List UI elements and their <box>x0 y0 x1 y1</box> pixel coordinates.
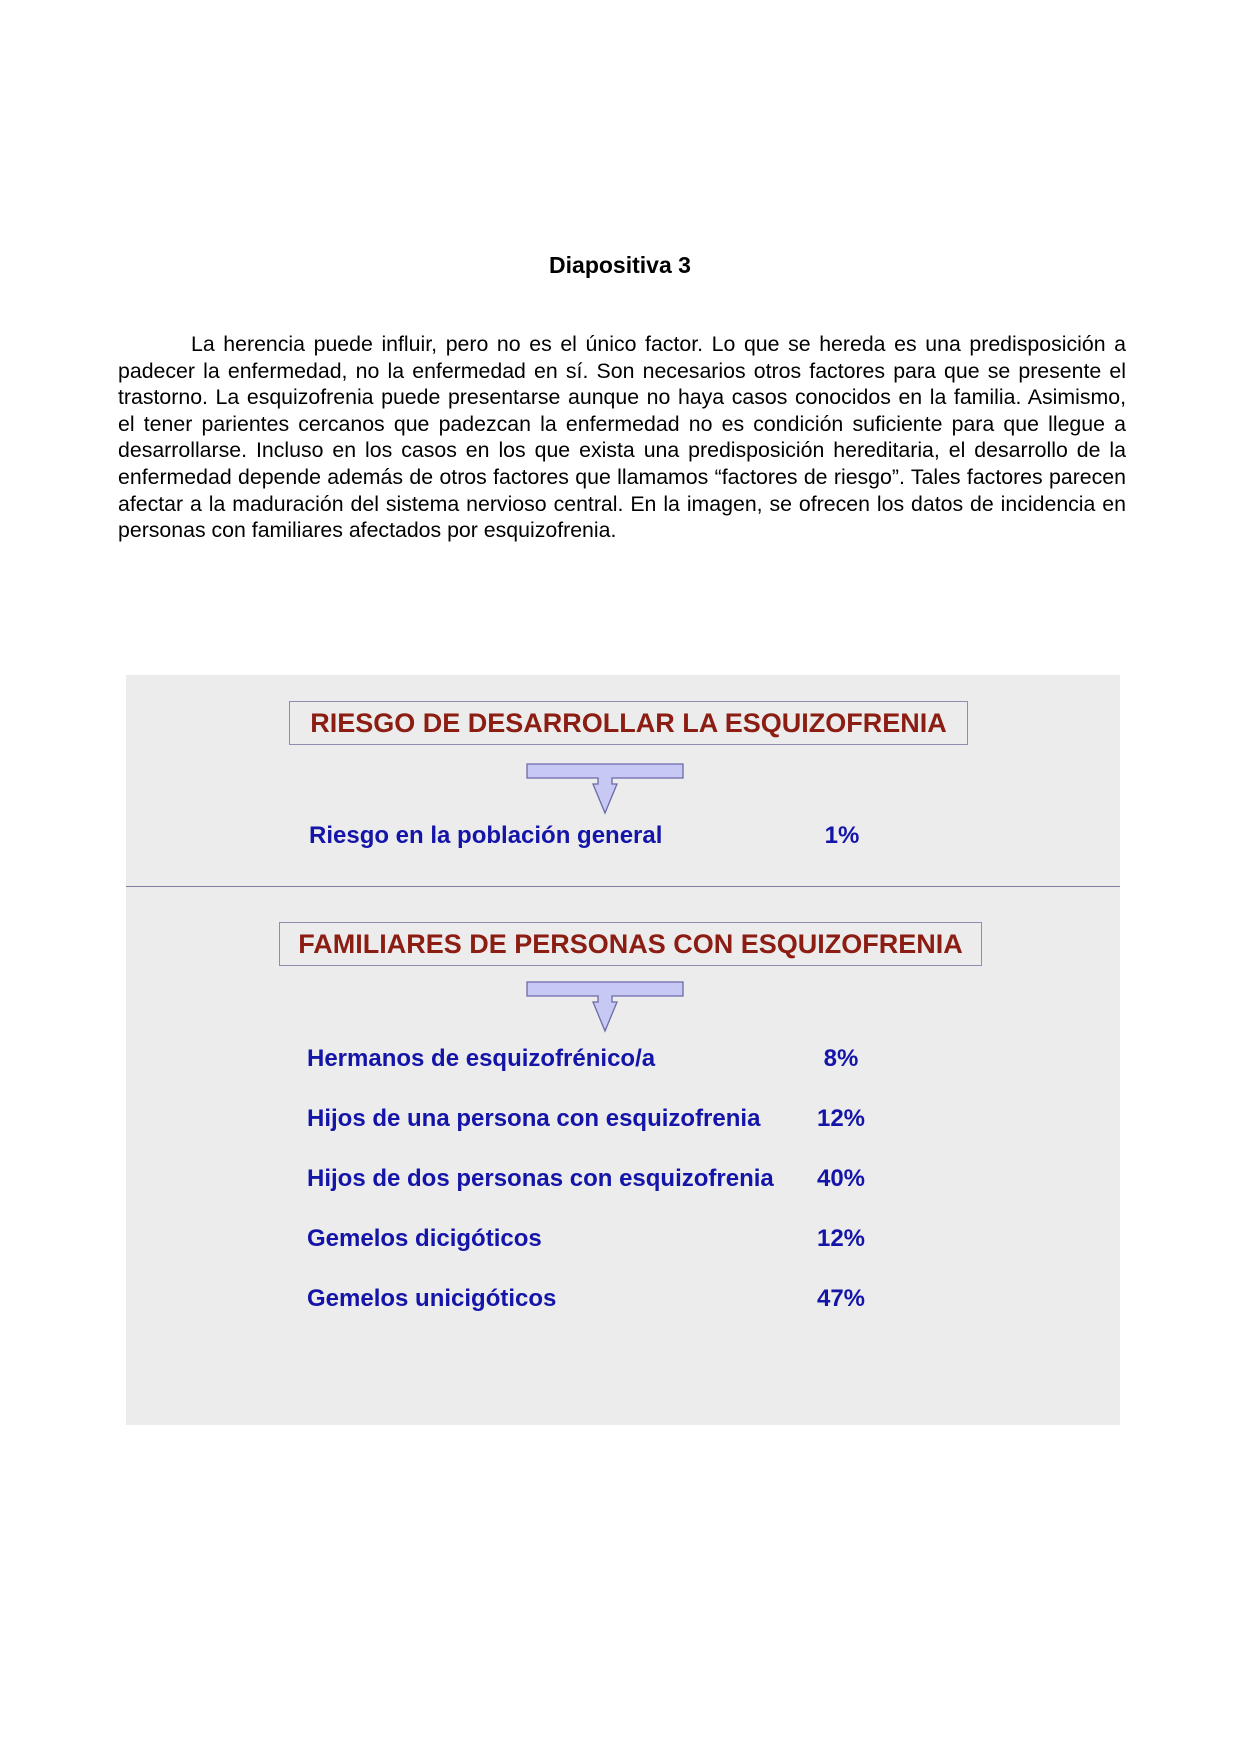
down-arrow-icon <box>526 763 686 817</box>
row-value-siblings: 8% <box>823 1045 859 1072</box>
down-arrow-icon <box>526 981 686 1035</box>
page-title: Diapositiva 3 <box>549 252 691 278</box>
row-label-general-population: Riesgo en la población general <box>309 822 663 849</box>
row-value-children-one-parent: 12% <box>816 1105 866 1132</box>
body-paragraph: La herencia puede influir, pero no es el único factor. Lo que se hereda es una predisposición a padecer la enfermedad, no la enfermedad en sí. Son necesarios otros factores para que se presente el trastorno. La esquizofrenia puede presentarse aunque no haya casos conocidos en la familia. Asimismo, el tener parientes cercanos que padezcan la enfermedad no es condición suficiente para que llegue a desarrollarse. Incluso en los casos en los que exista una predisposición hereditaria, el desarrollo de la enfermedad depende además de otros factores que llamamos “factores de riesgo”. Tales factores parecen afectar a la maduración del sistema nervioso central. En la imagen, se ofrecen los datos de incidencia en personas con familiares afectados por esquizofrenia. <box>118 332 1126 543</box>
relatives-header: FAMILIARES DE PERSONAS CON ESQUIZOFRENIA <box>279 922 982 966</box>
row-label-monozygotic-twins: Gemelos unicigóticos <box>307 1285 557 1312</box>
row-label-dizygotic-twins: Gemelos dicigóticos <box>307 1225 542 1252</box>
row-value-dizygotic-twins: 12% <box>816 1225 866 1252</box>
row-value-children-two-parents: 40% <box>816 1165 866 1192</box>
row-label-siblings: Hermanos de esquizofrénico/a <box>307 1045 656 1072</box>
row-value-monozygotic-twins: 47% <box>816 1285 866 1312</box>
row-value-general-population: 1% <box>824 822 860 849</box>
row-label-children-one-parent: Hijos de una persona con esquizofrenia <box>307 1105 761 1132</box>
row-label-children-two-parents: Hijos de dos personas con esquizofrenia <box>307 1165 774 1192</box>
slide-image <box>126 675 1120 1425</box>
risk-header: RIESGO DE DESARROLLAR LA ESQUIZOFRENIA <box>289 701 968 745</box>
section-divider <box>126 886 1120 887</box>
